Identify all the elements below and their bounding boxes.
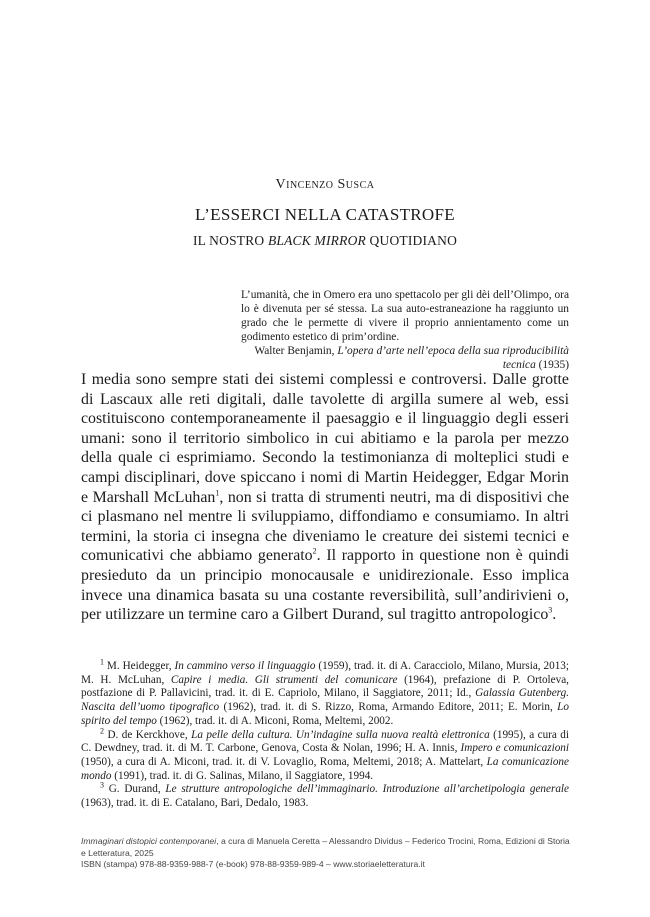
footnote-work-title: Galassia Gutenberg. Nascita dell’uomo tipografico (81, 687, 570, 714)
footnote-number: 2 (100, 725, 104, 735)
body-paragraph (81, 370, 569, 625)
footnote-work-title: Le strutture antropologiche dell’immaginario. Introduzione all’archetipologia generale (165, 783, 569, 796)
footnote-text: (1995), a cura di C. Dewdney, trad. it. di M. T. Carbone, Genova, Costa & Nolan, 1996; H. A. Innis, (81, 728, 570, 755)
footnote (81, 657, 570, 729)
footnote-text: D. de Kerckhove, (104, 728, 192, 741)
footer-isbn: ISBN (stampa) 978-88-9359-988-7 (e-book) 978-88-9359-989-4 – www.storiaeletteratura.it (81, 859, 425, 870)
footnote (81, 725, 570, 784)
footnote-text: (1991), trad. it. di G. Salinas, Milano, il Saggiatore, 1994. (111, 769, 374, 782)
footnote-work-title: La pelle della cultura. Un’indagine sulla nuova realtà elettronica (191, 728, 490, 741)
footnote-text: (1950), a cura di A. Miconi, trad. it. di V. Lovaglio, Roma, Meltemi, 2018; A. Mattelart, (81, 755, 487, 768)
footnote-ref-1[interactable]: 1 (215, 488, 220, 498)
body-text-part-4: . (552, 606, 557, 624)
epigraph-quote: L’umanità, che in Omero era uno spettacolo per gli dèi dell’Olimpo, ora lo è divenuta per sé stessa. La sua auto-estraneazione ha raggiunto un grado che le permette di vivere il proprio annientamento come un godimento estetico di prim’ordine. (241, 289, 569, 343)
epigraph-year: (1935) (535, 358, 569, 371)
subtitle-suffix: QUOTIDIANO (365, 233, 458, 248)
footnote-number: 1 (100, 657, 104, 667)
epigraph (241, 289, 569, 372)
footnote-text: M. Heidegger, (104, 660, 175, 672)
footnote-work-title: La comunicazione mondo (81, 755, 569, 782)
footnote (81, 780, 569, 810)
footnote-text: (1963), trad. it. di E. Catalano, Bari, Dedalo, 1983. (81, 797, 309, 810)
footnote-text: (1962), trad. it. di A. Miconi, Roma, Meltemi, 2002. (156, 714, 394, 727)
footnote-text: G. Durand, (104, 783, 166, 796)
footnote-ref-2[interactable]: 2 (312, 547, 317, 557)
chapter-author: Vincenzo Susca (275, 177, 375, 192)
footnote-work-title: In cammino verso il linguaggio (174, 660, 316, 672)
subtitle-prefix: IL NOSTRO (192, 233, 268, 248)
footnote-text: (1959), trad. it. di A. Caracciolo, Milano, Mursia, 2013; M. H. McLuhan, (81, 660, 569, 686)
chapter-title: L’ESSERCI NELLA CATASTROFE (195, 205, 455, 224)
body-text-part-3: . Il rapporto in questione non è quindi presieduto da un principio monocausale e unidirezionale. Esso implica invece una dinamica basata su una costante reversibilità, sull’andirivieni o, per utilizzare un termine caro a Gilbert Durand, sul tragitto antropologico (81, 547, 569, 624)
footnote-text: (1964), prefazione di P. Ortoleva, postfazione di P. Pallavicini, trad. it. di E. Capriolo, Milano, il Saggiatore, 2011; Id., (81, 673, 569, 700)
footnote-number: 3 (100, 780, 104, 790)
footnote-work-title: Lo spirito del tempo (81, 701, 569, 727)
footer-credits: , a cura di Manuela Ceretta – Alessandro Dividus – Federico Trocini, Roma, Edizioni di Storia e Letteratura, 2025 (81, 836, 570, 858)
epigraph-work: L’opera d’arte nell’epoca della sua riproducibilità tecnica (337, 344, 569, 371)
footnote-text: (1962), trad. it. di S. Rizzo, Roma, Armando Editore, 2011; E. Morin, (219, 701, 558, 714)
footer-book-title: Immaginari distopici contemporanei (81, 836, 217, 846)
subtitle-italic: BLACK MIRROR (267, 233, 366, 248)
chapter-subtitle (0, 233, 650, 249)
footnotes (81, 657, 570, 811)
epigraph-attribution (241, 345, 569, 373)
footnote-work-title: Capire i media. Gli strumenti del comunicare (170, 673, 398, 686)
body-text-part-2: , non si tratta di strumenti neutri, ma di dispositivi che ci plasmano nel mentre li sviluppiamo, diffondiamo e consumiamo. In altri termini, la storia ci insegna che diveniamo le creature dei sistemi tecnici e comunicativi che abbiamo generato (81, 488, 569, 565)
page-footer (81, 836, 573, 871)
epigraph-author: Walter Benjamin, (254, 344, 338, 357)
body-text-part-1: I media sono sempre stati dei sistemi complessi e controversi. Dalle grotte di Lascaux alle reti digitali, dalle tavolette di argilla sumere al web, essi costituiscono contemporaneamente il paesaggio e il linguaggio degli esseri umani: sono il territorio simbolico in cui abitiamo e la parola per mezzo della quale ci esprimiamo. Secondo la testimonianza di molteplici studi e campi disciplinari, dove spiccano i nomi di Martin Heidegger, Edgar Morin e Marshall McLuhan (81, 371, 569, 506)
footnote-ref-3[interactable]: 3 (548, 605, 553, 615)
footnote-work-title: Impero e comunicazioni (460, 742, 569, 755)
